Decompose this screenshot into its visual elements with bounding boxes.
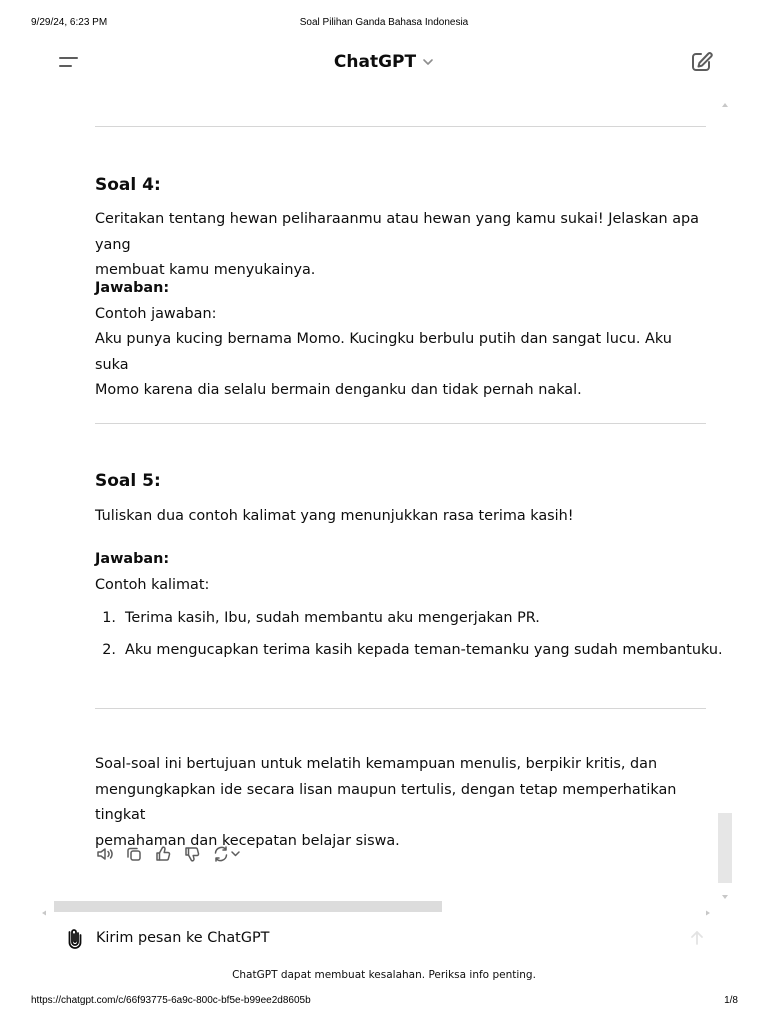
- disclaimer: ChatGPT dapat membuat kesalahan. Periksa info penting.: [232, 969, 536, 981]
- print-url: https://chatgpt.com/c/66f93775-6a9c-800c-bf5e-b99ee2d8605b: [31, 995, 311, 1006]
- model-switcher-button[interactable]: [334, 50, 434, 74]
- list-item-text: Terima kasih, Ibu, sudah membantu aku mengerjakan PR.: [125, 610, 540, 626]
- vertical-scrollbar-thumb[interactable]: [718, 813, 732, 883]
- arrow-right-icon: [704, 909, 712, 917]
- q5-heading: Soal 5:: [95, 471, 161, 491]
- model-switcher: [0, 50, 768, 74]
- paperclip-icon: [66, 926, 84, 950]
- q4-question: [95, 207, 707, 284]
- list-item-number: 1.: [102, 610, 116, 626]
- model-name: ChatGPT: [333, 52, 417, 72]
- regenerate-icon: [211, 844, 243, 864]
- list-item-text: Aku mengucapkan terima kasih kepada teman-temanku yang sudah membantuku.: [125, 642, 723, 658]
- divider: [95, 423, 706, 424]
- arrow-down-icon: [719, 893, 731, 901]
- print-title: Soal Pilihan Ganda Bahasa Indonesia: [299, 17, 469, 28]
- divider: [95, 708, 706, 709]
- divider: [95, 126, 706, 127]
- print-page-number: 1/8: [724, 995, 738, 1006]
- list-item: [95, 607, 540, 629]
- print-footer: [0, 995, 768, 1009]
- q4-answer: [95, 276, 707, 404]
- closing-paragraph: [95, 752, 707, 854]
- q4-answer-line2: Momo karena dia selalu bermain denganku dan tidak pernah nakal.: [95, 382, 582, 398]
- prompt-input[interactable]: [96, 925, 676, 951]
- message-actions: [95, 843, 243, 865]
- horizontal-scrollbar-thumb[interactable]: [54, 901, 442, 912]
- thumbs-up-button[interactable]: [153, 844, 173, 864]
- q4-answer-line1: Aku punya kucing bernama Momo. Kucingku berbulu putih dan sangat lucu. Aku suka: [95, 331, 672, 373]
- copy-button[interactable]: [124, 844, 144, 864]
- chevron-down-icon: [422, 56, 434, 68]
- edit-icon: [689, 50, 715, 74]
- q4-answer-label: Jawaban:: [95, 280, 170, 296]
- closing-line3: pemahaman dan kecepatan belajar siswa.: [95, 832, 400, 849]
- list-item: [95, 639, 723, 661]
- q4-example-label: Contoh jawaban:: [95, 305, 217, 322]
- send-button[interactable]: [687, 928, 707, 948]
- q4-heading: Soal 4:: [95, 175, 161, 195]
- scroll-left-arrow[interactable]: [40, 902, 48, 910]
- message-composer: [60, 922, 720, 954]
- q5-question: Tuliskan dua contoh kalimat yang menunjukkan rasa terima kasih!: [95, 508, 574, 524]
- read-aloud-icon: [95, 844, 115, 864]
- q5-answer: [95, 547, 707, 598]
- scroll-down-arrow[interactable]: [719, 886, 731, 894]
- closing-line1: Soal-soal ini bertujuan untuk melatih kemampuan menulis, berpikir kritis, dan: [95, 756, 658, 772]
- regenerate-button[interactable]: [211, 844, 243, 864]
- read-aloud-button[interactable]: [95, 844, 115, 864]
- scroll-up-arrow[interactable]: [719, 94, 731, 102]
- closing-line2: mengungkapkan ide secara lisan maupun tertulis, dengan tetap memperhatikan tingkat: [95, 781, 677, 823]
- q5-answer-label: Jawaban:: [95, 551, 170, 567]
- list-item-number: 2.: [102, 642, 116, 658]
- q4-question-line2: membuat kamu menyukainya.: [95, 262, 316, 278]
- arrow-up-icon: [719, 101, 731, 109]
- arrow-up-icon: [687, 928, 707, 948]
- thumbs-up-icon: [153, 844, 173, 864]
- copy-icon: [124, 844, 144, 864]
- print-header: [0, 17, 768, 31]
- print-datetime: 9/29/24, 6:23 PM: [31, 17, 108, 28]
- attach-button[interactable]: [66, 926, 84, 950]
- thumbs-down-button[interactable]: [182, 844, 202, 864]
- arrow-left-icon: [40, 909, 48, 917]
- top-bar: [0, 42, 768, 82]
- scroll-right-arrow[interactable]: [704, 902, 712, 910]
- q4-question-line1: Ceritakan tentang hewan peliharaanmu atau hewan yang kamu sukai! Jelaskan apa yang: [95, 211, 699, 253]
- new-chat-button[interactable]: [689, 50, 715, 74]
- thumbs-down-icon: [182, 844, 202, 864]
- q5-example-label: Contoh kalimat:: [95, 576, 210, 593]
